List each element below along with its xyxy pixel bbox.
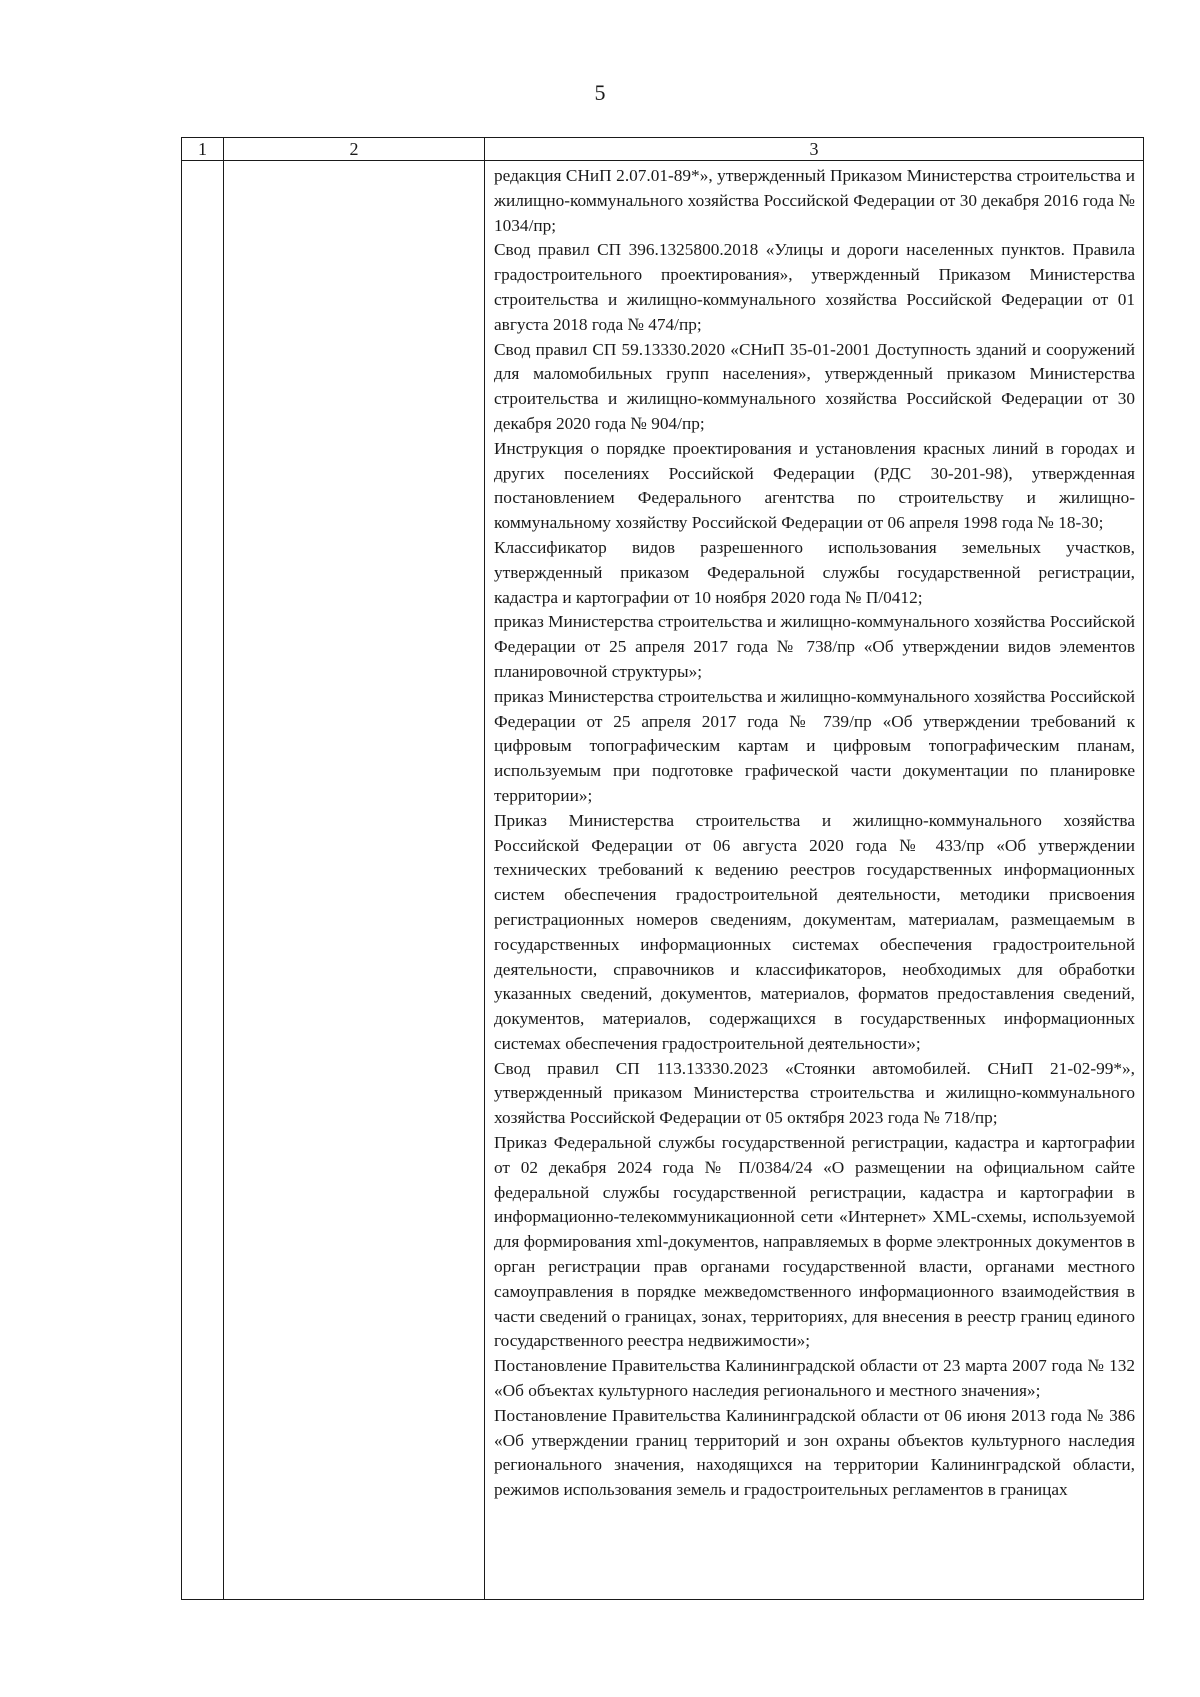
regulations-table: [181, 137, 1144, 1600]
table-header-row: [182, 138, 1144, 161]
header-col-3: 3: [485, 138, 1144, 161]
paragraph: Постановление Правительства Калининградской области от 06 июня 2013 года № 386 «Об утверждении границ территорий и зон охраны объектов культурного наследия регионального значения, находящихся на территории Калининградской области, режимов использования земель и градостроительных регламентов в границах: [494, 1405, 1135, 1500]
paragraph: Классификатор видов разрешенного использования земельных участков, утвержденный приказом Федеральной службы государственной регистрации, кадастра и картографии от 10 ноября 2020 года № П/0412;: [494, 537, 1135, 607]
cell-col-1: [182, 161, 224, 1600]
paragraph: Приказ Федеральной службы государственной регистрации, кадастра и картографии от 02 декабря 2024 года № П/0384/24 «О размещении на официальном сайте федеральной службы государственной регистрации, кадастра и картографии в информационно-телекоммуникационной сети «Интернет» XML-схемы, используемой для формирования xml-документов, направляемых в форме электронных документов в орган регистрации прав органами государственной власти, органами местного самоуправления в порядке межведомственного информационного взаимодействия в части сведений о границах, зонах, территориях, для внесения в реестр границ единого государственного реестра недвижимости»;: [494, 1133, 1135, 1351]
paragraph: Свод правил СП 59.13330.2020 «СНиП 35-01-2001 Доступность зданий и сооружений для маломобильных групп населения», утвержденный приказом Министерства строительства и жилищно-коммунального хозяйства Российской Федерации от 30 декабря 2020 года № 904/пр;: [494, 339, 1135, 433]
paragraph: Приказ Министерства строительства и жилищно-коммунального хозяйства Российской Федерации от 06 августа 2020 года № 433/пр «Об утверждении технических требований к ведению реестров государственных информационных систем обеспечения градостроительной деятельности, методики присвоения регистрационных номеров сведениям, документам, материалам, размещаемым в государственных информационных системах обеспечения градостроительной деятельности, справочников и классификаторов, необходимых для обработки указанных сведений, документов, материалов, форматов предоставления сведений, документов, материалов, содержащихся в государственных информационных системах обеспечения градостроительной деятельности»;: [494, 810, 1135, 1053]
cell-col-3: [485, 161, 1144, 1600]
table-row: [182, 161, 1144, 1600]
cell-col-2: [224, 161, 485, 1600]
paragraph: Свод правил СП 396.1325800.2018 «Улицы и дороги населенных пунктов. Правила градостроительного проектирования», утвержденный Приказом Министерства строительства и жилищно-коммунального хозяйства Российской Федерации от 01 августа 2018 года № 474/пр;: [494, 240, 1135, 334]
paragraph: приказ Министерства строительства и жилищно-коммунального хозяйства Российской Федерации от 25 апреля 2017 года № 739/пр «Об утверждении требований к цифровым топографическим картам и цифровым топографическим планам, используемым при подготовке графической части документации по планировке территории»;: [494, 686, 1135, 805]
page-number: 5: [594, 80, 606, 105]
paragraph: Постановление Правительства Калининградской области от 23 марта 2007 года № 132 «Об объектах культурного наследия регионального и местного значения»;: [494, 1356, 1135, 1401]
header-col-2: 2: [224, 138, 485, 161]
paragraph: редакция СНиП 2.07.01-89*», утвержденный Приказом Министерства строительства и жилищно-коммунального хозяйства Российской Федерации от 30 декабря 2016 года № 1034/пр;: [494, 166, 1135, 235]
paragraph: Свод правил СП 113.13330.2023 «Стоянки автомобилей. СНиП 21-02-99*», утвержденный приказом Министерства строительства и жилищно-коммунального хозяйства Российской Федерации от 05 октября 2023 года № 718/пр;: [494, 1058, 1135, 1128]
paragraph: приказ Министерства строительства и жилищно-коммунального хозяйства Российской Федерации от 25 апреля 2017 года № 738/пр «Об утверждении видов элементов планировочной структуры»;: [494, 612, 1135, 681]
paragraph: Инструкция о порядке проектирования и установления красных линий в городах и других поселениях Российской Федерации (РДС 30-201-98), утвержденная постановлением Федерального агентства по строительству и жилищно-коммунальному хозяйству Российской Федерации от 06 апреля 1998 года № 18-30;: [494, 438, 1135, 533]
header-col-1: 1: [182, 138, 224, 161]
